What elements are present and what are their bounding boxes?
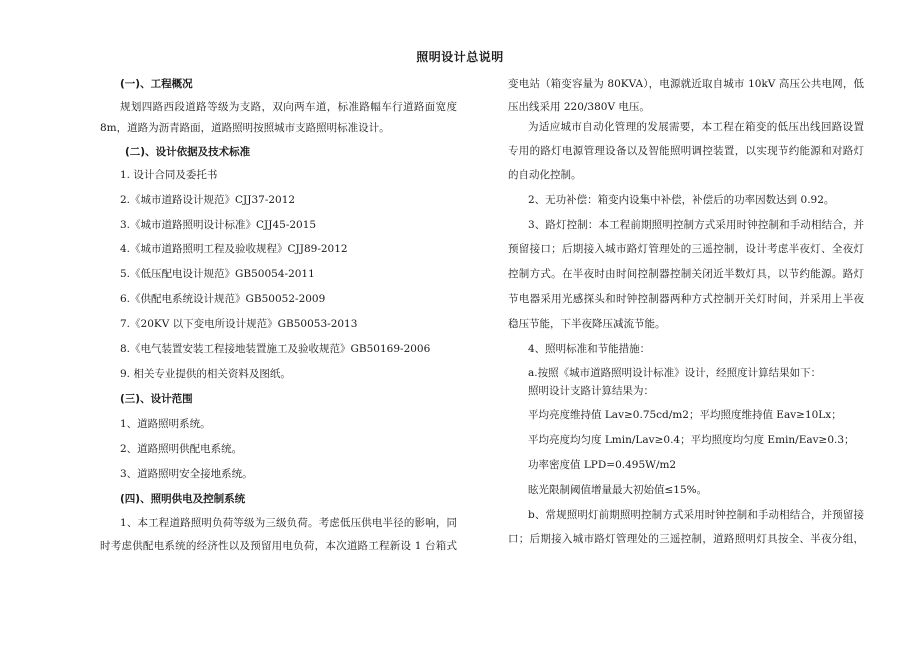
paragraph-line: 预留接口；后期接入城市路灯管理处的三遥控制，设计考虑半夜灯、全夜灯: [508, 243, 864, 255]
overview-paragraph-line: 规划四路西段道路等级为支路，双向两车道，标准路幅车行道路面宽度: [120, 101, 457, 113]
overview-paragraph-line: 8m，道路为沥青路面，道路照明按照城市支路照明标准设计。: [100, 122, 390, 134]
paragraph-line: 专用的路灯电源管理设备以及智能照明调控装置，以实现节约能源和对路灯: [508, 145, 864, 157]
section-heading-scope: (三)、设计范围: [120, 393, 193, 405]
scope-item: 1、道路照明系统。: [120, 418, 211, 430]
section-heading-power: (四)、照明供电及控制系统: [120, 493, 246, 505]
paragraph-line: 节电器采用光感探头和时钟控制器两种方式控制开关灯时间，并采用上半夜: [508, 293, 864, 305]
basis-item: 1. 设计合同及委托书: [120, 169, 218, 181]
section-heading-basis: (二)、设计依据及技术标准: [125, 146, 251, 158]
paragraph-line: 为适应城市自动化管理的发展需要，本工程在箱变的低压出线回路设置: [528, 121, 864, 133]
document-title: 照明设计总说明: [416, 50, 504, 64]
paragraph-line: 2、无功补偿：箱变内设集中补偿，补偿后的功率因数达到 0.92。: [528, 194, 835, 206]
paragraph-line: 功率密度值 LPD=0.495W/m2: [528, 459, 677, 471]
paragraph-line: 的自动化控制。: [508, 169, 582, 181]
paragraph-line: a.按照《城市道路照明设计标准》设计，经照度计算结果如下：: [528, 367, 822, 379]
paragraph-line: 3、路灯控制：本工程前期照明控制方式采用时钟控制和手动相结合，并: [528, 219, 864, 231]
paragraph-line: 口；后期接入城市路灯管理处的三遥控制，道路照明灯具按全、半夜分组，: [508, 533, 864, 545]
paragraph-line: 眩光限制阈值增量最大初始值≤15%。: [528, 484, 708, 496]
basis-item: 5.《低压配电设计规范》GB50054-2011: [120, 268, 315, 280]
basis-item: 6.《供配电系统设计规范》GB50052-2009: [120, 293, 326, 305]
paragraph-line: 压出线采用 220/380V 电压。: [508, 101, 650, 113]
power-paragraph-line: 1、本工程道路照明负荷等级为三级负荷。考虑低压供电半径的影响，同: [120, 517, 457, 529]
section-heading-overview: (一)、工程概况: [120, 78, 193, 90]
paragraph-line: b、常规照明灯前期照明控制方式采用时钟控制和手动相结合，并预留接: [528, 509, 864, 521]
basis-item: 9. 相关专业提供的相关资料及图纸。: [120, 368, 291, 380]
paragraph-line: 稳压节能，下半夜降压减流节能。: [508, 318, 666, 330]
paragraph-line: 变电站（箱变容量为 80KVA），电源就近取自城市 10kV 高压公共电网，低: [508, 78, 864, 90]
basis-item: 4.《城市道路照明工程及验收规程》CJJ89-2012: [120, 243, 348, 255]
paragraph-line: 平均亮度均匀度 Lmin/Lav≥0.4；平均照度均匀度 Emin/Eav≥0.3；: [528, 434, 855, 446]
scope-item: 3、道路照明安全接地系统。: [120, 468, 253, 480]
basis-item: 2.《城市道路设计规范》CJJ37-2012: [120, 194, 296, 206]
paragraph-line: 4、照明标准和节能措施：: [528, 343, 651, 355]
basis-item: 3.《城市道路照明设计标准》CJJ45-2015: [120, 219, 317, 231]
scope-item: 2、道路照明供配电系统。: [120, 443, 243, 455]
basis-item: 8.《电气装置安装工程接地装置施工及验收规范》GB50169-2006: [120, 343, 431, 355]
paragraph-line: 控制方式。在半夜时由时间控制器控制关闭近半数灯具，以节约能源。路灯: [508, 268, 864, 280]
power-paragraph-line: 时考虑供配电系统的经济性以及预留用电负荷，本次道路工程新设 1 台箱式: [100, 540, 457, 552]
basis-item: 7.《20KV 以下变电所设计规范》GB50053-2013: [120, 318, 358, 330]
paragraph-line: 平均亮度维持值 Lav≥0.75cd/m2；平均照度维持值 Eav≥10Lx；: [528, 409, 842, 421]
paragraph-line: 照明设计支路计算结果为：: [528, 385, 654, 397]
